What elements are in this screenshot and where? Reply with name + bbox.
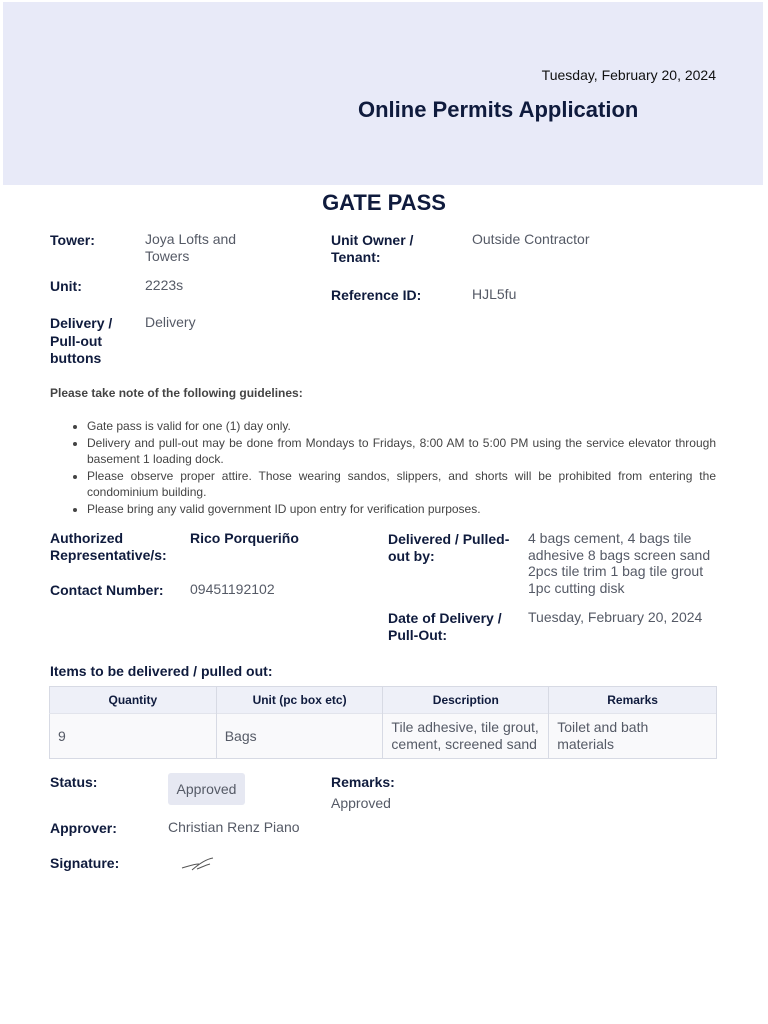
contact-number-label: Contact Number: <box>50 582 164 598</box>
remarks-cell: Toilet and bath materials <box>549 714 717 759</box>
page-header <box>3 2 763 185</box>
tower-label: Tower: <box>50 232 95 248</box>
guideline-item: • Gate pass is valid for one (1) day only. <box>87 418 716 435</box>
column-header-unit: Unit (pc box etc) <box>216 687 383 714</box>
tower-value: Joya Lofts and Towers <box>145 231 237 264</box>
reference-id-label: Reference ID: <box>331 287 422 303</box>
items-title: Items to be delivered / pulled out: <box>50 663 273 679</box>
unit-owner-value: Outside Contractor <box>472 231 590 247</box>
column-header-quantity: Quantity <box>50 687 217 714</box>
remarks-label: Remarks: <box>331 774 395 790</box>
guidelines-title: Please take note of the following guidelines: <box>50 386 303 400</box>
table-row <box>50 714 717 759</box>
column-header-remarks: Remarks <box>549 687 717 714</box>
status-badge: Approved <box>168 773 245 805</box>
delivery-date-value: Tuesday, February 20, 2024 <box>528 609 703 625</box>
guideline-item: • Please observe proper attire. Those wearing sandos, slippers, and shorts will be prohibited from entering the condominium building. <box>87 468 716 501</box>
unit-value: 2223s <box>145 277 184 293</box>
guideline-item: • Delivery and pull-out may be done from Mondays to Fridays, 8:00 AM to 5:00 PM using the service elevator through basement 1 loading dock. <box>87 435 716 468</box>
header-title: Online Permits Application <box>358 97 639 122</box>
guideline-item: • Please bring any valid government ID upon entry for verification purposes. <box>87 501 716 518</box>
unit-owner-label: Unit Owner / Tenant: <box>331 232 414 265</box>
authorized-rep-label: Authorized Representative/s: <box>50 530 167 563</box>
header-date: Tuesday, February 20, 2024 <box>541 67 716 83</box>
contact-number-value: 09451192102 <box>190 581 275 597</box>
delivery-date-label: Date of Delivery / Pull-Out: <box>388 610 502 643</box>
delivery-type-value: Delivery <box>145 314 196 330</box>
remarks-value: Approved <box>331 795 391 811</box>
approver-label: Approver: <box>50 820 117 836</box>
delivery-type-label: Delivery / Pull-out buttons <box>50 315 113 366</box>
quantity-cell: 9 <box>50 714 217 759</box>
reference-id-value: HJL5fu <box>472 286 517 302</box>
unit-cell: Bags <box>216 714 383 759</box>
signature-image <box>180 852 220 876</box>
guidelines-list <box>50 418 716 517</box>
table-header-row <box>50 687 717 714</box>
column-header-description: Description <box>383 687 549 714</box>
signature-label: Signature: <box>50 855 120 871</box>
items-table <box>49 686 717 759</box>
delivered-by-value: 4 bags cement, 4 bags tile adhesive 8 bags screen sand 2pcs tile trim 1 bag tile grout 1pc cutting disk <box>528 530 711 596</box>
description-cell: Tile adhesive, tile grout, cement, screened sand <box>383 714 549 759</box>
status-label: Status: <box>50 774 98 790</box>
unit-label: Unit: <box>50 278 82 294</box>
authorized-rep-value: Rico Porqueriño <box>190 530 299 546</box>
gate-pass-title: GATE PASS <box>322 190 446 215</box>
approver-value: Christian Renz Piano <box>168 819 300 835</box>
delivered-by-label: Delivered / Pulled-out by: <box>388 531 510 564</box>
